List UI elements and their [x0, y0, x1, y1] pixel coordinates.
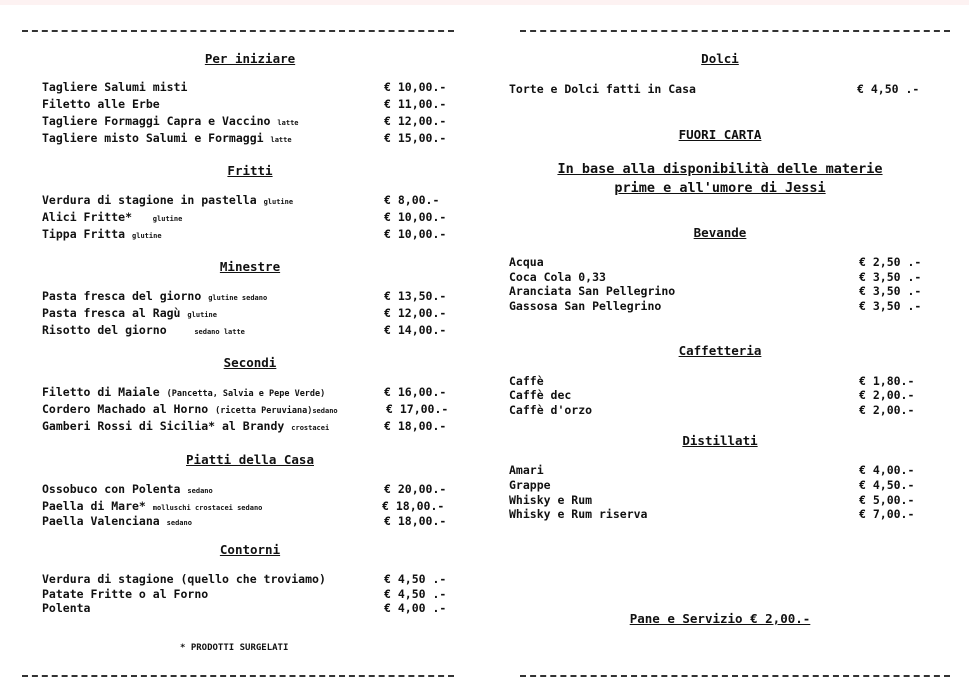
- section-title-bevande: Bevande: [693, 225, 747, 240]
- allergen-tag: crostacei: [291, 424, 330, 432]
- fuori-carta-description: In base alla disponibilità delle materie prime e all'umore di Jessi: [557, 161, 883, 196]
- allergen-tag: latte: [277, 119, 299, 127]
- bread-and-service-charge: Pane e Servizio € 2,00.-: [629, 611, 811, 626]
- section-title-contorni: Contorni: [219, 542, 281, 557]
- allergen-tag: molluschi crostacei sedano: [152, 504, 263, 512]
- top-right-divider: [520, 30, 950, 32]
- allergen-tag: glutine: [187, 311, 217, 319]
- top-left-divider: [22, 30, 454, 32]
- dish-detail: (ricetta Peruviana): [215, 406, 313, 416]
- section-title-secondi: Secondi: [223, 355, 277, 370]
- section-title-caffetteria: Caffetteria: [678, 343, 762, 358]
- top-band: [0, 0, 969, 5]
- section-title-minestre: Minestre: [219, 259, 281, 274]
- bottom-right-divider: [520, 675, 950, 677]
- section-title-per-iniziare: Per iniziare: [204, 51, 296, 66]
- section-title-piatti-della-casa: Piatti della Casa: [186, 452, 314, 467]
- section-title-dolci: Dolci: [701, 51, 739, 66]
- allergen-tag: sedano latte: [194, 328, 245, 336]
- allergen-tag: sedano: [166, 519, 192, 527]
- frozen-products-footnote: * PRODOTTI SURGELATI: [180, 643, 289, 653]
- allergen-tag: glutine sedano: [208, 294, 268, 302]
- allergen-tag: glutine: [132, 232, 162, 240]
- section-title-fuori-carta: FUORI CARTA: [678, 127, 762, 142]
- allergen-tag: glutine: [152, 215, 183, 223]
- allergen-tag: latte: [270, 136, 292, 144]
- allergen-tag: glutine: [263, 198, 294, 206]
- section-title-distillati: Distillati: [682, 433, 758, 448]
- allergen-tag: sedano: [312, 407, 338, 415]
- section-title-fritti: Fritti: [227, 163, 273, 178]
- dish-detail: (Pancetta, Salvia e Pepe Verde): [166, 389, 326, 399]
- bottom-left-divider: [22, 675, 454, 677]
- allergen-tag: sedano: [187, 487, 213, 495]
